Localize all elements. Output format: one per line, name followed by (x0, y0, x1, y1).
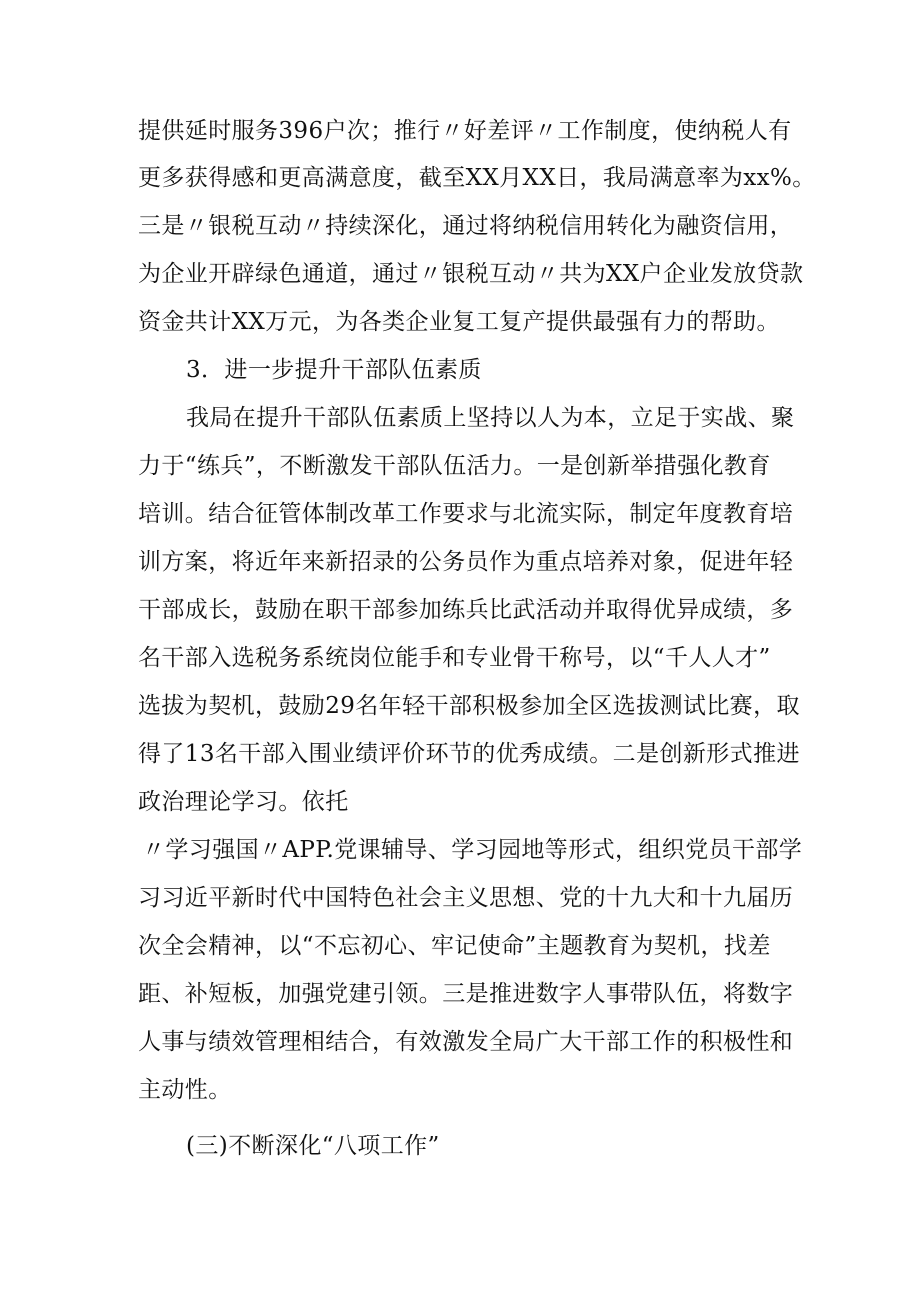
text-line: 三是〃银税互动〃持续深化，通过将纳税信用转化为融资信用， (138, 213, 794, 239)
text-line: 资金共计XX万元，为各类企业复工复产提供最强有力的帮助。 (138, 309, 780, 335)
text-line: 培训。结合征管体制改革工作要求与北流实际，制定年度教育培 (138, 501, 794, 527)
text-line: 为企业开辟绿色通道，通过〃银税互动〃共为XX户企业发放贷款 (138, 261, 804, 287)
text-line: 训方案，将近年来新招录的公务员作为重点培养对象，促进年轻 (138, 549, 794, 575)
text-line: 次全会精神，以“不忘初心、牢记使命”主题教育为契机，找差 (138, 933, 771, 959)
paragraph-start-line: 我局在提升干部队伍素质上坚持以人为本，立足于实战、聚 (186, 405, 795, 431)
text-line: 〃学习强国〃APP.党课辅导、学习园地等形式，组织党员干部学 (142, 837, 803, 863)
text-line: 干部成长，鼓励在职干部参加练兵比武活动并取得优异成绩，多 (138, 597, 794, 623)
subsection-heading: (三)不断深化“八项工作” (186, 1133, 440, 1159)
text-line: 距、补短板，加强党建引领。三是推进数字人事带队伍，将数字 (138, 981, 794, 1007)
text-line: 主动性。 (138, 1077, 232, 1103)
text-line: 人事与绩效管理相结合，有效激发全局广大干部工作的积极性和 (138, 1029, 794, 1055)
text-line: 政治理论学习。依托 (138, 789, 349, 815)
text-line: 习习近平新时代中国特色社会主义思想、党的十九大和十九届历 (138, 885, 794, 911)
section-heading: 3．进一步提升干部队伍素质 (186, 357, 482, 383)
text-line: 名干部入选税务系统岗位能手和专业骨干称号，以“千人人才” (138, 645, 771, 671)
text-line: 提供延时服务396户次；推行〃好差评〃工作制度，使纳税人有 (138, 118, 792, 144)
text-line: 得了13名干部入围业绩评价环节的优秀成绩。二是创新形式推进 (138, 741, 800, 767)
text-line: 选拔为契机，鼓励29名年轻干部积极参加全区选拔测试比赛，取 (138, 693, 800, 719)
text-line: 力于“练兵”，不断激发干部队伍活力。一是创新举措强化教育 (138, 453, 771, 479)
text-line: 更多获得感和更高满意度，截至XX月XX日，我局满意率为xx%。 (138, 165, 816, 191)
